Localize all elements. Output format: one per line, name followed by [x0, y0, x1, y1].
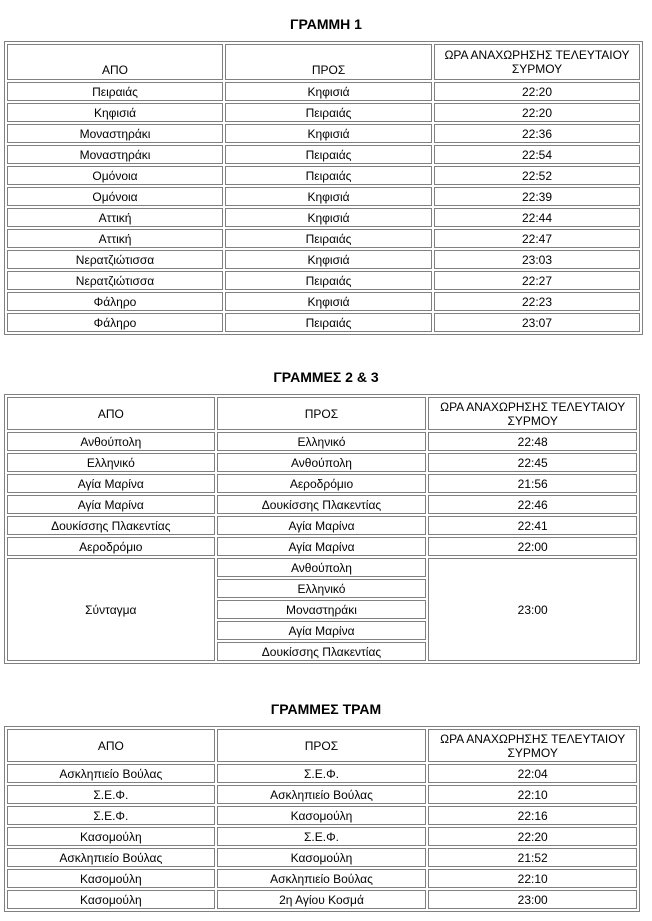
cell-time: 22:00 — [428, 537, 637, 556]
tram-rows — [7, 764, 637, 909]
cell-time: 22:45 — [428, 453, 637, 472]
cell-time: 22:36 — [434, 124, 640, 143]
cell-to: Κασομούλη — [217, 848, 427, 867]
cell-from: Κασομούλη — [7, 827, 215, 846]
cell-to: Σ.Ε.Φ. — [217, 827, 427, 846]
cell-to: Δουκίσσης Πλακεντίας — [217, 495, 427, 514]
tram-title: ΓΡΑΜΜΕΣ ΤΡΑΜ — [270, 701, 382, 717]
table-row — [7, 785, 637, 804]
table-row — [7, 432, 637, 451]
cell-from: Κηφισιά — [7, 103, 223, 122]
cell-to: Ασκληπιείο Βούλας — [217, 869, 427, 888]
cell-from: Ασκληπιείο Βούλας — [7, 764, 215, 783]
cell-time: 22:54 — [434, 145, 640, 164]
cell-from: Αγία Μαρίνα — [7, 474, 215, 493]
cell-to: Σ.Ε.Φ. — [217, 764, 427, 783]
cell-from: Σύνταγμα — [7, 558, 215, 661]
table-row — [7, 453, 637, 472]
table-row — [7, 890, 637, 909]
table-header-row — [7, 729, 637, 762]
table-row — [7, 764, 637, 783]
table-row — [7, 145, 640, 164]
cell-from: Νερατζιώτισσα — [7, 250, 223, 269]
cell-time: 22:41 — [428, 516, 637, 535]
line1-title: ΓΡΑΜΜΗ 1 — [290, 16, 362, 32]
cell-time: 21:52 — [428, 848, 637, 867]
table-row — [7, 495, 637, 514]
cell-from: Κασομούλη — [7, 869, 215, 888]
table-row — [7, 537, 637, 556]
cell-to: Αγία Μαρίνα — [217, 516, 427, 535]
cell-time: 22:04 — [428, 764, 637, 783]
cell-to: Πειραιάς — [225, 313, 432, 332]
table-row — [7, 208, 640, 227]
header-to: ΠΡΟΣ — [217, 729, 427, 762]
cell-time: 22:20 — [428, 827, 637, 846]
table-row — [7, 229, 640, 248]
cell-time: 22:47 — [434, 229, 640, 248]
cell-to: Κηφισιά — [225, 124, 432, 143]
cell-time: 22:39 — [434, 187, 640, 206]
table-row — [7, 516, 637, 535]
cell-from: Πειραιάς — [7, 82, 223, 101]
cell-time: 22:20 — [434, 82, 640, 101]
cell-time: 22:16 — [428, 806, 637, 825]
table-row — [7, 848, 637, 867]
header-from: ΑΠΟ — [7, 44, 223, 80]
cell-to: Ελληνικό — [217, 579, 427, 598]
cell-time: 23:03 — [434, 250, 640, 269]
cell-time: 23:07 — [434, 313, 640, 332]
cell-to: Κηφισιά — [225, 187, 432, 206]
header-to: ΠΡΟΣ — [217, 397, 427, 430]
cell-time: 22:10 — [428, 785, 637, 804]
cell-to: Ελληνικό — [217, 432, 427, 451]
cell-time: 23:00 — [428, 890, 637, 909]
header-from: ΑΠΟ — [7, 729, 215, 762]
lines23-rows — [7, 432, 637, 661]
cell-time: 22:10 — [428, 869, 637, 888]
cell-to: Αγία Μαρίνα — [217, 537, 427, 556]
table-row — [7, 292, 640, 311]
cell-to: Ασκληπιείο Βούλας — [217, 785, 427, 804]
table-row — [7, 82, 640, 101]
table-row — [7, 103, 640, 122]
cell-from: Αττική — [7, 229, 223, 248]
cell-from: Σ.Ε.Φ. — [7, 806, 215, 825]
cell-time: 23:00 — [428, 558, 637, 661]
cell-to: Πειραιάς — [225, 103, 432, 122]
cell-from: Ομόνοια — [7, 166, 223, 185]
table-row — [7, 474, 637, 493]
cell-from: Ελληνικό — [7, 453, 215, 472]
cell-time: 22:27 — [434, 271, 640, 290]
cell-from: Σ.Ε.Φ. — [7, 785, 215, 804]
cell-time: 22:52 — [434, 166, 640, 185]
table-row — [7, 558, 637, 577]
cell-to: Πειραιάς — [225, 229, 432, 248]
cell-to: 2η Αγίου Κοσμά — [217, 890, 427, 909]
cell-to: Πειραιάς — [225, 271, 432, 290]
header-time: ΩΡΑ ΑΝΑΧΩΡΗΣΗΣ ΤΕΛΕΥΤΑΙΟΥ ΣΥΡΜΟΥ — [434, 44, 640, 80]
cell-to: Κηφισιά — [225, 82, 432, 101]
cell-from: Αττική — [7, 208, 223, 227]
cell-from: Φάληρο — [7, 313, 223, 332]
table-row — [7, 271, 640, 290]
cell-to: Δουκίσσης Πλακεντίας — [217, 642, 427, 661]
cell-to: Πειραιάς — [225, 145, 432, 164]
tram-table — [4, 726, 640, 912]
lines23-title: ΓΡΑΜΜΕΣ 2 & 3 — [273, 369, 379, 385]
table-row — [7, 250, 640, 269]
cell-to: Μοναστηράκι — [217, 600, 427, 619]
line1-table — [4, 41, 643, 335]
cell-to: Κηφισιά — [225, 250, 432, 269]
cell-to: Πειραιάς — [225, 166, 432, 185]
cell-time: 22:20 — [434, 103, 640, 122]
cell-to: Κηφισιά — [225, 292, 432, 311]
table-header-row — [7, 44, 640, 80]
cell-time: 22:44 — [434, 208, 640, 227]
cell-from: Μοναστηράκι — [7, 145, 223, 164]
cell-from: Αεροδρόμιο — [7, 537, 215, 556]
table-row — [7, 124, 640, 143]
cell-time: 22:48 — [428, 432, 637, 451]
cell-time: 22:46 — [428, 495, 637, 514]
header-to: ΠΡΟΣ — [225, 44, 432, 80]
table-row — [7, 187, 640, 206]
cell-time: 21:56 — [428, 474, 637, 493]
table-header-row — [7, 397, 637, 430]
cell-to: Κασομούλη — [217, 806, 427, 825]
table-row — [7, 313, 640, 332]
cell-to: Αγία Μαρίνα — [217, 621, 427, 640]
table-row — [7, 827, 637, 846]
cell-from: Μοναστηράκι — [7, 124, 223, 143]
lines23-table — [4, 394, 640, 664]
table-row — [7, 166, 640, 185]
table-row — [7, 806, 637, 825]
cell-to: Αεροδρόμιο — [217, 474, 427, 493]
cell-to: Ανθούπολη — [217, 558, 427, 577]
header-time: ΩΡΑ ΑΝΑΧΩΡΗΣΗΣ ΤΕΛΕΥΤΑΙΟΥ ΣΥΡΜΟΥ — [428, 397, 637, 430]
cell-from: Δουκίσσης Πλακεντίας — [7, 516, 215, 535]
cell-from: Κασομούλη — [7, 890, 215, 909]
cell-to: Ανθούπολη — [217, 453, 427, 472]
cell-from: Ομόνοια — [7, 187, 223, 206]
cell-from: Φάληρο — [7, 292, 223, 311]
cell-from: Αγία Μαρίνα — [7, 495, 215, 514]
table-row — [7, 869, 637, 888]
cell-from: Νερατζιώτισσα — [7, 271, 223, 290]
cell-from: Ανθούπολη — [7, 432, 215, 451]
header-from: ΑΠΟ — [7, 397, 215, 430]
cell-time: 22:23 — [434, 292, 640, 311]
line1-rows — [7, 82, 640, 332]
header-time: ΩΡΑ ΑΝΑΧΩΡΗΣΗΣ ΤΕΛΕΥΤΑΙΟΥ ΣΥΡΜΟΥ — [428, 729, 637, 762]
cell-to: Κηφισιά — [225, 208, 432, 227]
cell-from: Ασκληπιείο Βούλας — [7, 848, 215, 867]
